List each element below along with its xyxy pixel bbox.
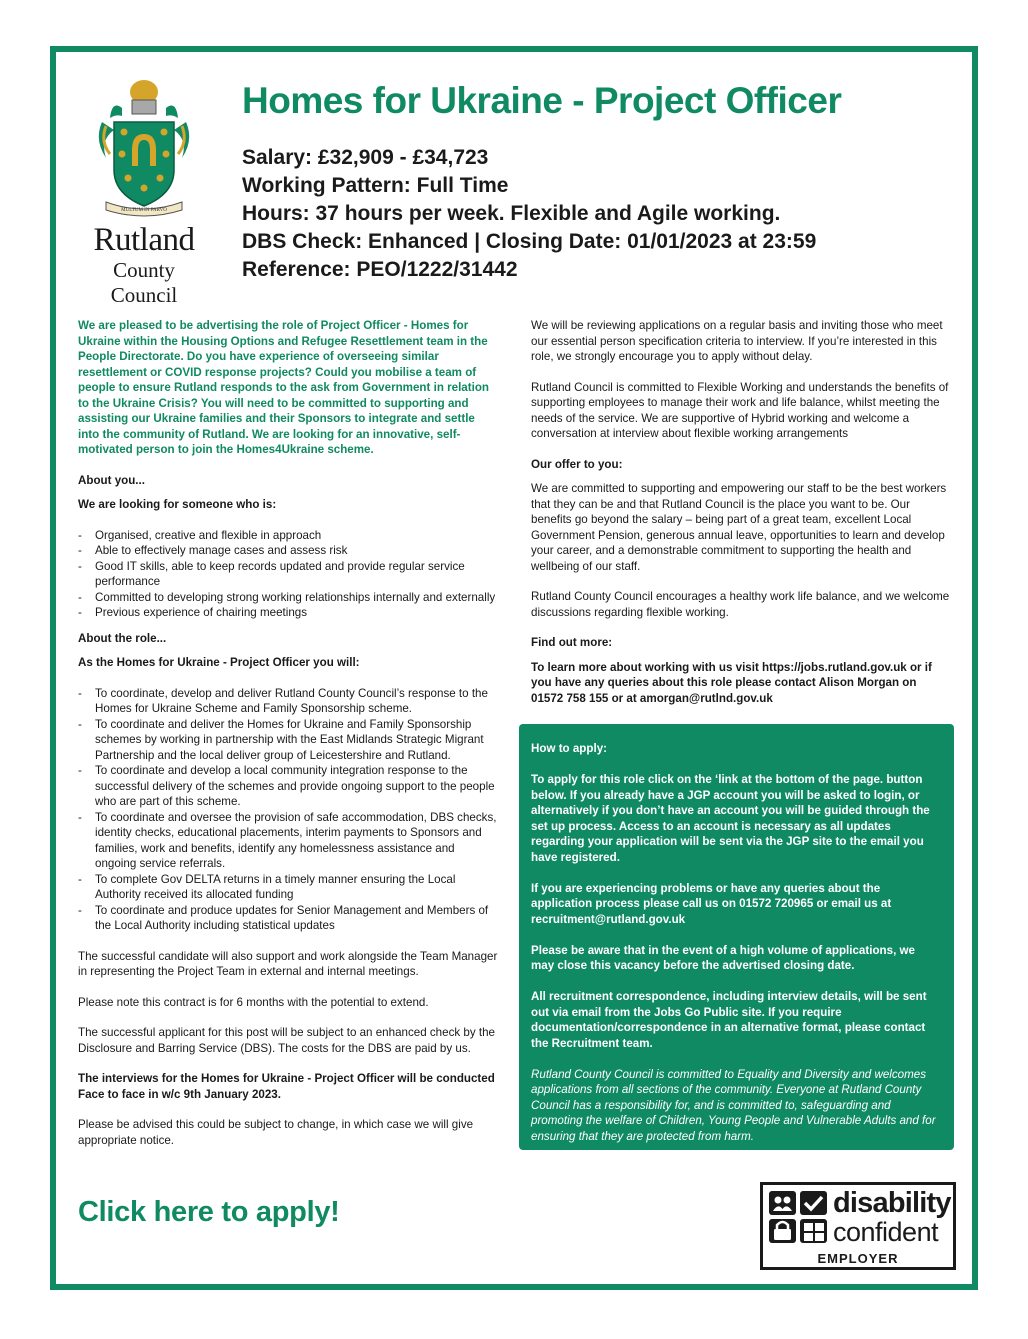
logo-name: Rutland [93, 222, 195, 258]
apply-paragraph: To apply for this role click on the ‘link at the bottom of the page. button below. If you already have a JGP account you will be asked to login, or alternatively if you don’t have an account you will be guided through the set up process. Access to an account is necessary as all updates regarding your application will be sent via the JGP site to the email you have registered. [531, 773, 930, 864]
list-item: - Able to effectively manage cases and assess risk [78, 543, 498, 559]
logo-subtitle: County Council [110, 258, 178, 307]
disability-confident-icon [769, 1191, 829, 1245]
contract-paragraph: Please note this contract is for 6 months with the potential to extend. [78, 995, 429, 1009]
offer-heading: Our offer to you: [531, 457, 623, 471]
hours-fact: Hours: 37 hours per week. Flexible and Agile working. [242, 202, 781, 225]
dbs-closing-fact: DBS Check: Enhanced | Closing Date: 01/01/2023 at 23:59 [242, 230, 817, 253]
apply-link[interactable]: Click here to apply! [78, 1196, 340, 1228]
find-heading: Find out more: [531, 636, 613, 649]
flexible-paragraph: Rutland Council is committed to Flexible Working and understands the benefits of supporting employees to manage their work and life balance, whilst meeting the needs of the service. We are supportive of Hybrid working and welcome a conversation at interview about flexible working arrangements [531, 380, 949, 440]
list-item: - Previous experience of chairing meetings [78, 605, 498, 621]
correspondence-paragraph: All recruitment correspondence, including interview details, will be sent out via email from the Jobs Go Public site. If you require documentation/correspondence in an alternative format, please contact the Recruitment team. [531, 990, 927, 1050]
badge-line-2: confident [833, 1217, 939, 1247]
dbs-paragraph: The successful applicant for this post will be subject to an enhanced check by the Disclosure and Barring Service (DBS). The costs for the DBS are paid by us. [78, 1026, 495, 1055]
close-paragraph: Please be aware that in the event of a high volume of applications, we may close this vacancy before the advertised closing date. [531, 943, 915, 972]
find-paragraph: To learn more about working with us visit https://jobs.rutland.gov.uk or if you have any queries about this role please contact Alison Morgan on 01572 758 155 or at amorgan@rutlnd.gov.uk [531, 660, 932, 705]
working-pattern-fact: Working Pattern: Full Time [242, 174, 509, 197]
how-to-apply-box [519, 724, 954, 1150]
list-item: - Good IT skills, able to keep records updated and provide regular service performance [78, 559, 498, 590]
change-paragraph: Please be advised this could be subject to change, in which case we will give appropriate notice. [78, 1118, 474, 1147]
salary-fact: Salary: £32,909 - £34,723 [242, 146, 489, 169]
list-item: - To complete Gov DELTA returns in a timely manner ensuring the Local Authority received its allocated funding [78, 872, 498, 903]
apply-heading: How to apply: [531, 742, 607, 755]
balance-paragraph: Rutland County Council encourages a healthy work life balance, and we welcome discussions regarding flexible working. [531, 590, 950, 619]
list-item: - To coordinate and develop a local community integration response to the successful delivery of the schemes and provide ongoing support to the people who are part of this scheme. [78, 763, 498, 810]
list-item: - To coordinate and produce updates for Senior Management and Members of the Local Authority including statistical updates [78, 903, 498, 934]
disability-confident-badge [760, 1182, 956, 1270]
team-paragraph: The successful candidate will also support and work alongside the Team Manager in representing the Project Team in external and internal meetings. [78, 949, 498, 978]
intro-paragraph: We are pleased to be advertising the role of Project Officer - Homes for Ukraine within the Housing Options and Refugee Resettlement team in the People Directorate. Do you have experience of overseeing similar resettlement or COVID response projects? Could you mobilise a team of people to ensure Rutland responds to the ask from Government in relation to the Ukraine Crisis? You will need to be committed to supporting and assisting our Ukraine families and their Sponsors to integrate and settle into the community of Rutland. We are looking for an innovative, self-motivated person to join the Homes4Ukraine scheme. [78, 319, 489, 456]
about-role-heading: About the role... [78, 631, 167, 645]
role-list [78, 686, 498, 934]
list-item: - Organised, creative and flexible in approach [78, 528, 498, 544]
badge-line-3: EMPLOYER [817, 1251, 899, 1266]
job-facts [242, 144, 816, 284]
list-item: - To coordinate and oversee the provision of safe accommodation, DBS checks, identity checks, educational placements, interim payments to Sponsors and families, work and benefits, identify any homelessness assistance and ongoing service referrals. [78, 810, 498, 872]
looking-heading: We are looking for someone who is: [78, 498, 277, 511]
list-item: - To coordinate and deliver the Homes for Ukraine and Family Sponsorship schemes by working in partnership with the East Midlands Strategic Migrant Partnership and the local deliver group of Leicestershire and Rutland. [78, 717, 498, 764]
reference-fact: Reference: PEO/1222/31442 [242, 258, 518, 281]
crest-icon [92, 70, 196, 220]
looking-list [78, 528, 498, 621]
left-column [78, 318, 498, 1163]
list-item: - Committed to developing strong working relationships internally and externally [78, 590, 498, 606]
problems-paragraph: If you are experiencing problems or have any queries about the application process please call us on 01572 720965 or email us at recruitment@rutland.gov.uk [531, 881, 892, 926]
about-you-heading: About you... [78, 473, 145, 487]
page-title: Homes for Ukraine - Project Officer [242, 80, 842, 121]
right-column [531, 318, 951, 721]
council-logo [78, 70, 208, 307]
equality-paragraph: Rutland County Council is committed to Equality and Diversity and welcomes applications from all sections of the community. Everyone at Rutland County Council has a responsibility for, and is committed to, safeguarding and promoting the welfare of Children, Young People and Vulnerable Adults and for ensuring that they are protected from harm. [531, 1067, 936, 1143]
offer-paragraph: We are committed to supporting and empowering our staff to be the best workers that they can be and that Rutland Council is the place you want to be. Our benefits go beyond the salary – being part of a great team, excellent Local Government Pension, generous annual leave, opportunities to learn and develop your career, and a demonstrable commitment to supporting the health and wellbeing of our staff. [531, 482, 947, 573]
badge-line-1: disability [833, 1187, 951, 1219]
role-heading: As the Homes for Ukraine - Project Officer you will: [78, 656, 360, 669]
list-item: - To coordinate, develop and deliver Rutland County Council’s response to the Homes for Ukraine Scheme and Family Sponsorship scheme. [78, 686, 498, 717]
review-paragraph: We will be reviewing applications on a regular basis and inviting those who meet our essential person specification criteria to interview. If you’re interested in this role, we strongly encourage you to apply without delay. [531, 319, 943, 363]
svg-text:MULTUM IN PARVO: MULTUM IN PARVO [121, 208, 167, 213]
interviews-paragraph: The interviews for the Homes for Ukraine - Project Officer will be conducted Face to face in w/c 9th January 2023. [78, 1072, 495, 1101]
